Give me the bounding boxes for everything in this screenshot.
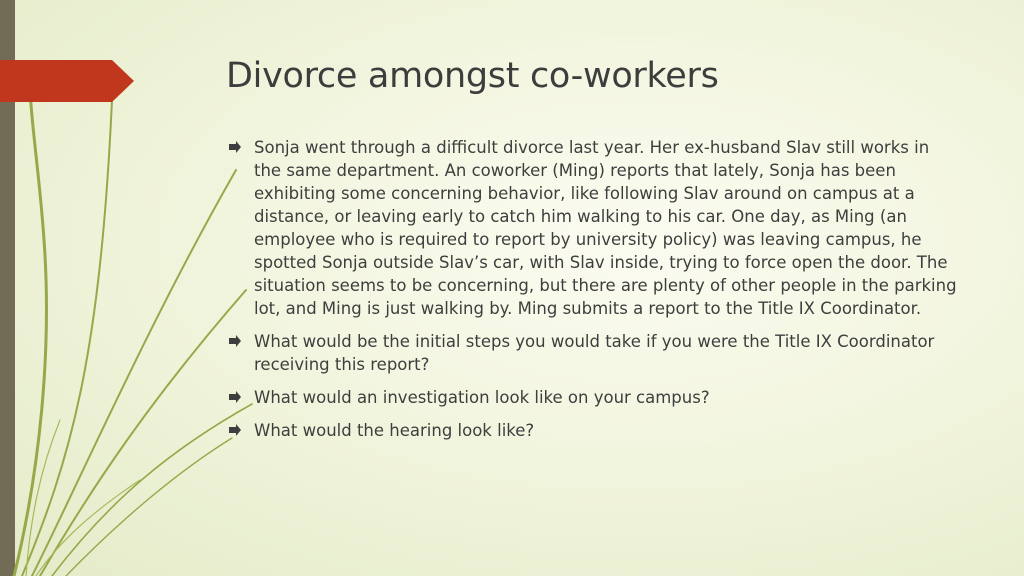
right-arrow-icon: [228, 423, 242, 437]
bullet-text: Sonja went through a difficult divorce last year. Her ex-husband Slav still works in the same department. An coworker (Ming) reports that lately, Sonja has been exhibiting some concerning behavior, like following Slav around on campus at a distance, or leaving early to catch him walking to his car. One day, as Ming (an employee who is required to report by university policy) was leaving campus, he spotted Sonja outside Slav’s car, with Slav inside, trying to force open the door. The situation seems to be concerning, but there are plenty of other people in the parking lot, and Ming is just walking by. Ming submits a report to the Title IX Coordinator.: [254, 138, 957, 318]
list-item: [228, 136, 958, 320]
bullet-list: [228, 136, 958, 452]
list-item: [228, 330, 958, 376]
right-arrow-icon: [228, 334, 242, 348]
title-arrow-banner: [0, 60, 134, 102]
slide-title: Divorce amongst co-workers: [226, 56, 719, 96]
list-item: [228, 386, 958, 409]
bullet-text: What would the hearing look like?: [254, 421, 535, 440]
right-arrow-icon: [228, 390, 242, 404]
list-item: [228, 419, 958, 442]
bullet-text: What would be the initial steps you would take if you were the Title IX Coordinator receiving this report?: [254, 332, 935, 374]
right-arrow-icon: [228, 140, 242, 154]
bullet-text: What would an investigation look like on your campus?: [254, 388, 710, 407]
